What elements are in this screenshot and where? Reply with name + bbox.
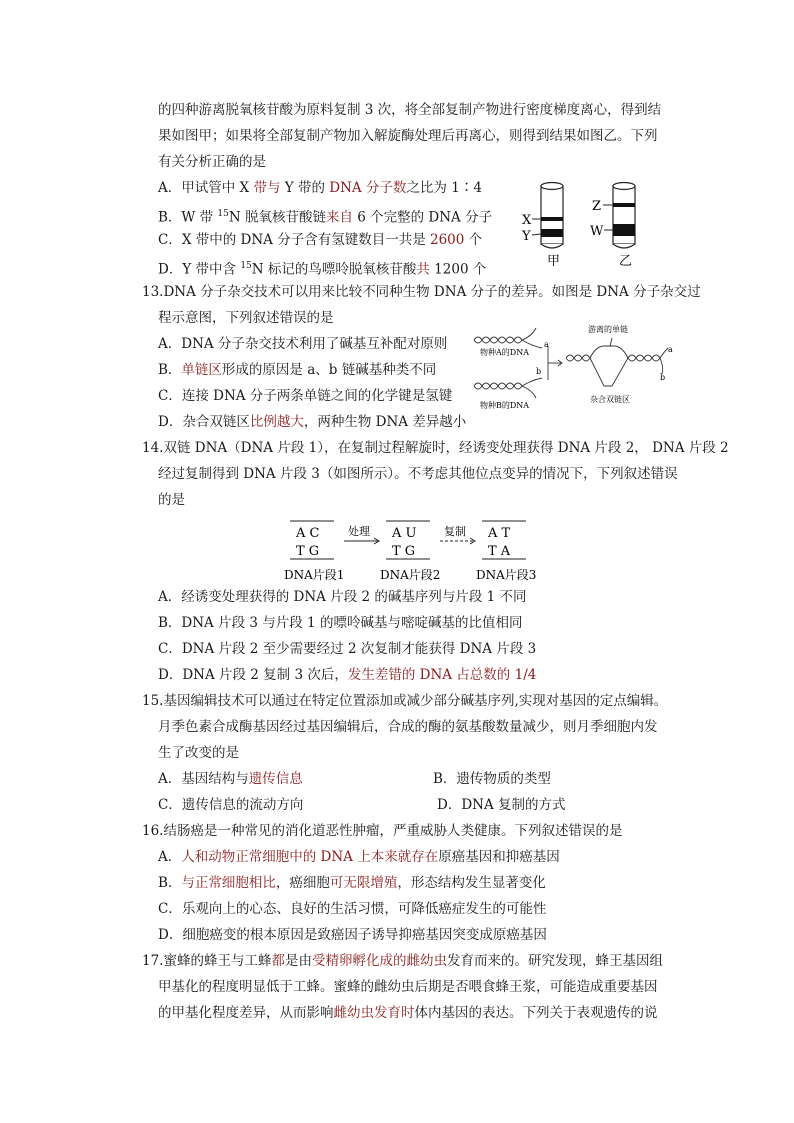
q12-tube-figure xyxy=(515,178,655,266)
q12-option-b[interactable]: B．W 带 $^{15}$N 脱氧核苷酸链来自 6 个完整的 DNA 分子 xyxy=(158,209,493,226)
fragment2-bottom: T G xyxy=(392,544,416,559)
label-yi: 乙 xyxy=(619,254,633,266)
q15-stem-line2: 月季色素合成酶基因经过基因编辑后，合成的酶的氨基酸数量减少，则月季细胞内发 xyxy=(158,719,658,735)
fragment3-bottom: T A xyxy=(488,544,511,559)
q14-option-d[interactable]: D．DNA 片段 2 复制 3 次后，发生差错的 DNA 占总数的 1/4 xyxy=(158,667,537,683)
q12-option-c[interactable]: C．X 带中的 DNA 分子含有氢键数目一共是 2600 个 xyxy=(158,232,483,248)
q17-stem-line3: 的甲基化程度差异，从而影响雌幼虫发育时体内基因的表达。下列关于表观遗传的说 xyxy=(158,1005,658,1021)
band-x xyxy=(541,217,563,221)
q13-hybridization-figure xyxy=(470,318,680,416)
q14-option-c[interactable]: C．DNA 片段 2 至少需要经过 2 次复制才能获得 DNA 片段 3 xyxy=(158,641,537,657)
tube-jia xyxy=(541,183,563,249)
q13-option-c[interactable]: C．连接 DNA 分子两条单链之间的化学键是氢键 xyxy=(158,388,453,404)
label-species-b: 物种B的DNA xyxy=(480,401,530,410)
q16-option-a[interactable]: A．人和动物正常细胞中的 DNA 上本来就存在原癌基因和抑癌基因 xyxy=(158,849,560,865)
q13-option-b[interactable]: B．单链区形成的原因是 a、b 链碱基种类不同 xyxy=(158,362,437,378)
arrow-treatment-label: 处理 xyxy=(348,525,370,538)
fragment3-label: DNA片段3 xyxy=(476,568,537,582)
q15-stem-line3: 生了改变的是 xyxy=(158,745,239,761)
q13-stem-line2: 程示意图，下列叙述错误的是 xyxy=(158,310,334,326)
label-x: X xyxy=(522,213,532,228)
label-hybrid-region: 杂合双链区 xyxy=(590,395,630,404)
label-single-strand: 游离的单链 xyxy=(588,325,628,334)
q15-option-d[interactable]: D．DNA 复制的方式 xyxy=(437,797,566,813)
q12-text-line3: 有关分析正确的是 xyxy=(158,154,266,170)
q17-stem-line1: 17.蜜蜂的蜂王与工蜂都是由受精卵孵化成的雌幼虫发育而来的。研究发现，蜂王基因组 xyxy=(142,953,663,969)
band-z xyxy=(613,203,635,207)
q13-stem-line1: 13.DNA 分子杂交技术可以用来比较不同种生物 DNA 分子的差异。如图是 DNA 分子杂交过 xyxy=(142,284,701,300)
q12-option-a[interactable]: A．甲试管中 X 带与 Y 带的 DNA 分子数之比为 1∶4 xyxy=(158,180,482,196)
fragment1-bottom: T G xyxy=(296,544,320,559)
q14-stem-line1: 14.双链 DNA（DNA 片段 1），在复制过程解旋时，经诱变处理获得 DNA 片段 2， DNA 片段 2 xyxy=(142,440,729,456)
q15-option-b[interactable]: B．遗传物质的类型 xyxy=(433,771,551,787)
label-a: a xyxy=(544,340,549,349)
tube-yi xyxy=(613,183,635,249)
q14-option-b[interactable]: B．DNA 片段 3 与片段 1 的嘌呤碱基与嘧啶碱基的比值相同 xyxy=(158,615,523,631)
label-z: Z xyxy=(592,199,602,214)
fragment1-top: A C xyxy=(296,526,320,541)
fragment3-top: A T xyxy=(488,526,511,541)
label-jia: 甲 xyxy=(547,254,561,266)
q16-stem-line1: 16.结肠癌是一种常见的消化道恶性肿瘤，严重威胁人类健康。下列叙述错误的是 xyxy=(142,823,623,839)
label-b-right: b xyxy=(660,373,666,382)
fragment2-top: A U xyxy=(392,526,417,541)
label-species-a: 物种A的DNA xyxy=(480,348,529,357)
q16-option-b[interactable]: B．与正常细胞相比，癌细胞可无限增殖，形态结构发生显著变化 xyxy=(158,875,546,891)
label-w: W xyxy=(590,224,604,239)
label-a-right: a xyxy=(668,345,673,354)
q17-stem-line2: 甲基化的程度明显低于工蜂。蜜蜂的雌幼虫后期是否喂食蜂王浆，可能造成重要基因 xyxy=(158,979,658,995)
q14-stem-line2: 经过复制得到 DNA 片段 3（如图所示）。不考虑其他位点变异的情况下，下列叙述错误 xyxy=(158,466,678,482)
fragment2-label: DNA片段2 xyxy=(380,568,441,582)
arrow-replication-label: 复制 xyxy=(444,525,466,538)
q15-stem-line1: 15.基因编辑技术可以通过在特定位置添加或减少部分碱基序列,实现对基因的定点编辑。 xyxy=(142,693,668,709)
q12-text-line2: 果如图甲；如果将全部复制产物加入解旋酶处理后再离心，则得到结果如图乙。下列 xyxy=(158,128,658,144)
q14-option-a[interactable]: A．经诱变处理获得的 DNA 片段 2 的碱基序列与片段 1 不同 xyxy=(158,589,527,605)
label-b: b xyxy=(536,367,542,376)
q16-option-c[interactable]: C．乐观向上的心态、良好的生活习惯，可降低癌症发生的可能性 xyxy=(158,901,547,917)
q16-option-d[interactable]: D．细胞癌变的根本原因是致癌因子诱导抑癌基因突变成原癌基因 xyxy=(158,927,547,943)
band-y xyxy=(541,229,563,237)
q14-stem-line3: 的是 xyxy=(158,492,185,508)
q13-option-d[interactable]: D．杂合双链区比例越大，两种生物 DNA 差异越小 xyxy=(158,414,467,430)
q12-text-line1: 的四种游离脱氧核苷酸为原料复制 3 次，将全部复制产物进行密度梯度离心，得到结 xyxy=(158,102,662,118)
band-w xyxy=(613,224,635,236)
q14-fragment-figure xyxy=(282,515,542,587)
q15-option-c[interactable]: C．遗传信息的流动方向 xyxy=(158,797,304,813)
q13-option-a[interactable]: A．DNA 分子杂交技术利用了碱基互补配对原则 xyxy=(158,336,448,352)
fragment1-label: DNA片段1 xyxy=(284,568,345,582)
q12-option-d[interactable]: D．Y 带中含 $^{15}$N 标记的鸟嘌呤脱氧核苷酸共 1200 个 xyxy=(158,261,487,278)
label-y: Y xyxy=(522,229,531,244)
q15-option-a[interactable]: A．基因结构与遗传信息 xyxy=(158,771,303,787)
